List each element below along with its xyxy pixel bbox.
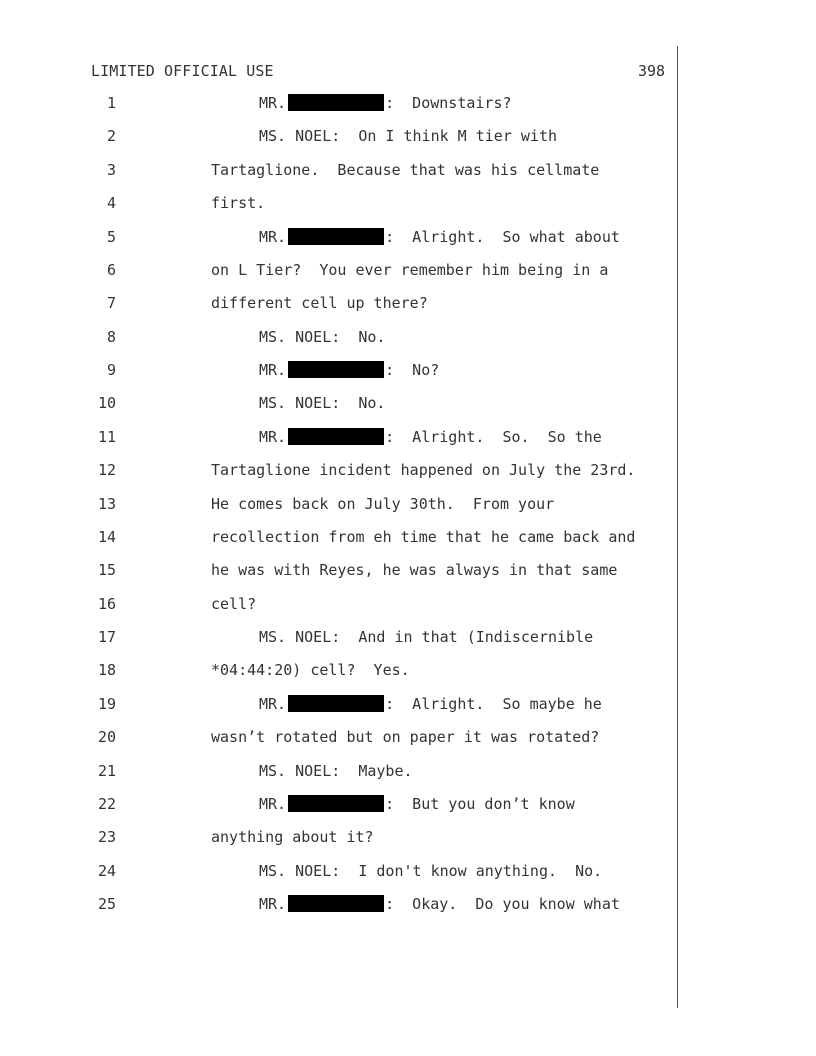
line-text: *04:44:20) cell? Yes. (211, 661, 410, 680)
line-text (259, 795, 575, 813)
speaker-label: MR. (259, 361, 287, 379)
line-text: MS. NOEL: Maybe. (259, 761, 413, 780)
line-text: wasn’t rotated but on paper it was rotated? (211, 728, 600, 747)
line-number: 8 (106, 327, 116, 346)
speaker-label: MR. (259, 94, 287, 112)
line-text: on L Tier? You ever remember him being in a (211, 260, 609, 279)
transcript-line (0, 328, 816, 350)
utterance-text: : No? (385, 361, 440, 379)
transcript-line (0, 495, 816, 517)
transcript-line (0, 661, 816, 683)
redaction-box (288, 795, 384, 812)
transcript-line (0, 361, 816, 383)
line-text: He comes back on July 30th. From your (211, 494, 555, 513)
line-text (259, 228, 620, 246)
line-number: 12 (97, 461, 116, 480)
speaker-label: MR. (259, 694, 287, 713)
transcript-line (0, 561, 816, 583)
page-number: 398 (638, 62, 666, 80)
utterance-text: : Downstairs? (385, 94, 512, 112)
line-number: 11 (97, 427, 116, 446)
line-number: 17 (97, 628, 116, 646)
transcript-line (0, 261, 816, 283)
line-number: 16 (97, 594, 116, 613)
line-number: 25 (97, 895, 116, 913)
line-text: MS. NOEL: And in that (Indiscernible (259, 628, 594, 646)
line-number: 6 (106, 260, 116, 279)
line-text: MS. NOEL: On I think M tier with (259, 127, 558, 146)
redaction-box (288, 361, 384, 378)
line-text (259, 695, 602, 713)
speaker-label: MR. (259, 227, 287, 246)
transcript-line (0, 895, 816, 917)
transcript-line (0, 762, 816, 784)
redaction-box (288, 228, 384, 245)
line-number: 10 (97, 394, 116, 413)
transcript-line (0, 161, 816, 183)
transcript-line (0, 194, 816, 216)
line-text (259, 895, 620, 913)
line-number: 3 (106, 160, 116, 179)
line-text: MS. NOEL: No. (259, 327, 386, 346)
line-text (259, 94, 512, 112)
line-text: recollection from eh time that he came back and (211, 527, 636, 546)
transcript-line (0, 127, 816, 149)
line-number: 19 (97, 694, 116, 713)
line-number: 1 (106, 94, 116, 112)
transcript-line (0, 595, 816, 617)
transcript-line (0, 728, 816, 750)
transcript-line (0, 528, 816, 550)
utterance-text: : Alright. So maybe he (385, 694, 602, 713)
line-number: 2 (106, 127, 116, 146)
speaker-label: MR. (259, 794, 287, 813)
redaction-box (288, 94, 384, 111)
utterance-text: : Alright. So. So the (385, 427, 602, 446)
transcript-line (0, 428, 816, 450)
line-number: 13 (97, 494, 116, 513)
transcript-line (0, 628, 816, 650)
speaker-label: MR. (259, 895, 287, 913)
transcript-line (0, 828, 816, 850)
transcript-line (0, 862, 816, 884)
transcript-line (0, 394, 816, 416)
transcript-line (0, 94, 816, 116)
line-text: Tartaglione incident happened on July the 23rd. (211, 461, 636, 480)
line-text: cell? (211, 594, 257, 613)
transcript-line (0, 795, 816, 817)
line-number: 14 (97, 527, 116, 546)
utterance-text: : Okay. Do you know what (385, 895, 620, 913)
line-text: he was with Reyes, he was always in that same (211, 561, 618, 580)
utterance-text: : But you don’t know (385, 794, 575, 813)
line-text: Tartaglione. Because that was his cellmate (211, 160, 600, 179)
line-number: 18 (97, 661, 116, 680)
transcript-line (0, 695, 816, 717)
utterance-text: : Alright. So what about (385, 227, 620, 246)
redaction-box (288, 428, 384, 445)
line-text (259, 428, 602, 446)
line-text: anything about it? (211, 828, 374, 847)
redaction-box (288, 895, 384, 912)
classification-header: LIMITED OFFICIAL USE (91, 62, 274, 80)
line-number: 7 (106, 294, 116, 313)
redaction-box (288, 695, 384, 712)
transcript-line (0, 461, 816, 483)
transcript-line (0, 294, 816, 316)
line-number: 23 (97, 828, 116, 847)
line-number: 24 (97, 861, 116, 880)
line-number: 4 (106, 194, 116, 213)
line-number: 21 (97, 761, 116, 780)
line-number: 20 (97, 728, 116, 747)
line-number: 9 (106, 361, 116, 379)
line-text: different cell up there? (211, 294, 428, 313)
transcript-line (0, 228, 816, 250)
line-text: MS. NOEL: No. (259, 394, 386, 413)
line-number: 15 (97, 561, 116, 580)
line-text (259, 361, 439, 379)
line-number: 22 (97, 794, 116, 813)
line-text: first. (211, 194, 266, 213)
line-text: MS. NOEL: I don't know anything. No. (259, 861, 603, 880)
line-number: 5 (106, 227, 116, 246)
speaker-label: MR. (259, 427, 287, 446)
